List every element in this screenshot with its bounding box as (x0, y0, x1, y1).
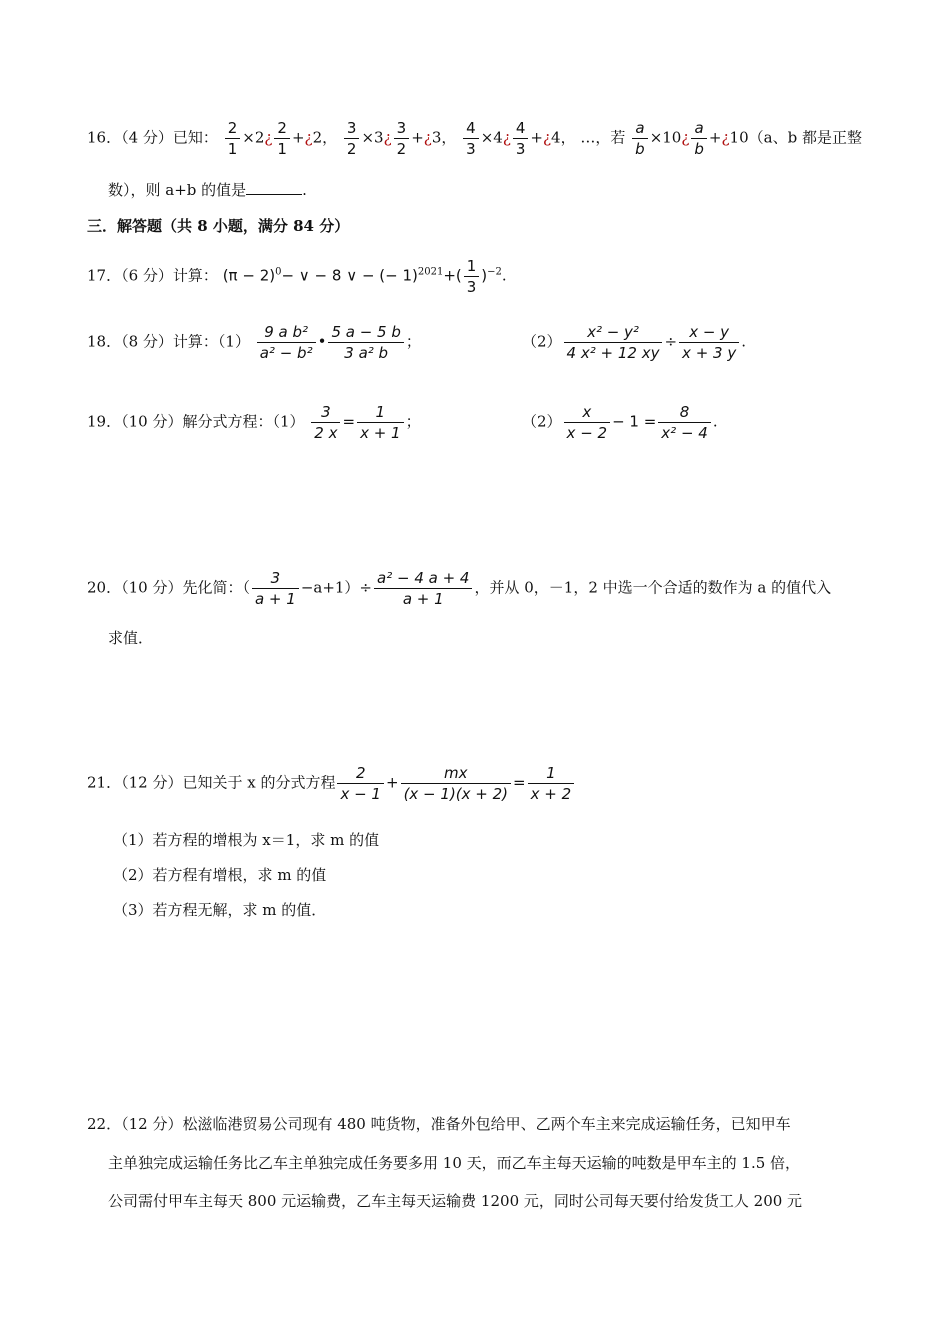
q20-line1 (87, 568, 831, 609)
q16-intro: 已知： (172, 128, 218, 147)
q16-mult: ×10 (649, 128, 682, 147)
q16-line2 (108, 180, 307, 200)
q17-expneg: −2 (487, 266, 502, 278)
q17-frac: $\frac{1}{3}$ (464, 256, 480, 297)
q18-label: 计算：（1） (172, 332, 250, 351)
q17-close: ) (481, 266, 488, 285)
q21-line1 (87, 763, 576, 804)
q19-score: （10 分） (121, 412, 183, 431)
q22-line1: 22．（12 分）松滋临港贸易公司现有 480 吨货物，准备外包给甲、乙两个车主来完成运输任务，已知甲车 (87, 1115, 791, 1133)
q18-frac3: $\frac{\text{x² − y²}}{\text{4 x² + 12 xy}}$ (564, 322, 663, 363)
q19-label: 解分式方程：（1） (182, 412, 305, 431)
q17-part1: (π − 2) (222, 266, 276, 285)
q20-label: 先化简：（ (182, 578, 250, 597)
q18-score: （8 分） (121, 332, 173, 351)
q16-mult: ×2 (242, 128, 265, 147)
q16-line2-end: . (302, 181, 307, 199)
q19-end: . (712, 412, 718, 431)
q21-frac1: $\frac{2}{x - 1}$ (337, 763, 384, 804)
q17-exp2021: 2021 (417, 266, 444, 278)
q19-minus: − 1 = (612, 412, 657, 431)
q19-part2 (522, 402, 718, 443)
q16-line2-text: 数），则 a+b 的值是 (108, 181, 247, 199)
q17-exp0: 0 (275, 266, 282, 278)
q19-frac3: $\frac{x}{x - 2}$ (564, 402, 611, 443)
q20-mid: −a+1）÷ (300, 578, 373, 597)
q21-sub1: （1）若方程的增根为 x＝1，求 m 的值 (113, 831, 380, 849)
q16-condition: （a、b 都是正整 (748, 128, 862, 147)
q17-plus: +( (443, 266, 462, 285)
q19-number: 19． (87, 412, 122, 431)
q16-frac-b1: $\frac{3}{2}$ (344, 118, 360, 159)
q16-plus: + (411, 128, 424, 147)
q16-end: 4， (551, 128, 576, 147)
q16-frac-ab1: $\frac{a}{b}$ (632, 118, 648, 159)
q16-inv-char: ¿ (304, 128, 313, 147)
q16-inv-char: ¿ (383, 128, 392, 147)
q18-frac4: $\frac{x - y}{x + 3 y}$ (679, 322, 739, 363)
q20-tail: ，并从 0，－1，2 中选一个合适的数作为 a 的值代入 (474, 578, 832, 597)
q17-number: 17． (87, 266, 122, 285)
q16-inv-char: ¿ (542, 128, 552, 147)
q19-frac2: $\frac{1}{x + 1}$ (357, 402, 404, 443)
q16-end: 2， (312, 128, 338, 147)
q18-frac2: $\frac{5 a - 5 b}{\text{3 a² b}}$ (328, 322, 403, 363)
q20-frac1: $\frac{3}{a + 1}$ (252, 568, 299, 609)
answer-blank (246, 180, 302, 195)
q21-frac3: $\frac{1}{x + 2}$ (528, 763, 575, 804)
section-3-heading: 三．解答题（共 8 小题，满分 84 分） (87, 217, 350, 235)
q19-frac1: $\frac{3}{2 x}$ (311, 402, 340, 443)
q18-number: 18． (87, 332, 122, 351)
q21-sub3: （3）若方程无解，求 m 的值． (113, 901, 327, 919)
q20-frac2: $\frac{\text{a² − 4 a + 4}}{a + 1}$ (374, 568, 472, 609)
q17 (87, 256, 507, 297)
q16-mult: ×3 (361, 128, 384, 147)
q16-inv-char: ¿ (721, 128, 730, 147)
q16-frac-a1: $\frac{2}{1}$ (225, 118, 241, 159)
q18-p2-label: （2） (522, 332, 562, 351)
q18-part2 (522, 322, 746, 363)
q18-part1 (87, 322, 421, 363)
q16-score: （4 分） (121, 128, 173, 147)
q19-p2-label: （2） (522, 412, 562, 431)
q16-frac-ab2: $\frac{a}{b}$ (691, 118, 707, 159)
q21-plus: + (385, 773, 399, 792)
q16-plus: + (530, 128, 543, 147)
q16-dots: …，若 (580, 128, 626, 147)
q19-frac4: $\frac{8}{\text{x² − 4}}$ (658, 402, 711, 443)
q21-label: 已知关于 x 的分式方程 (182, 773, 336, 792)
q20-line2: 求值． (108, 629, 154, 647)
q18-end: . (741, 332, 746, 351)
q20-number: 20． (87, 578, 122, 597)
q16-inv-char: ¿ (681, 128, 690, 147)
q19-semi: ； (405, 412, 421, 431)
q18-dot: • (317, 332, 327, 351)
q21-sub2: （2）若方程有增根，求 m 的值 (113, 866, 327, 884)
q16-frac-c2: $\frac{4}{3}$ (513, 118, 529, 159)
q16-inv-char: ¿ (502, 128, 511, 147)
q16-frac-b2: $\frac{3}{2}$ (394, 118, 410, 159)
q22-line3: 公司需付甲车主每天 800 元运输费，乙车主每天运输费 1200 元，同时公司每天要付给发货工人 200 元 (108, 1192, 803, 1210)
q16-frac-a2: $\frac{2}{1}$ (274, 118, 290, 159)
q21-eq: = (513, 773, 526, 792)
q17-label: 计算： (172, 266, 218, 285)
q17-end: . (501, 266, 507, 285)
q21-score: （12 分） (121, 773, 183, 792)
q16-mult: ×4 (480, 128, 503, 147)
q19-part1 (87, 402, 421, 443)
q20-score: （10 分） (121, 578, 183, 597)
q16-plus: + (708, 128, 722, 147)
q16-plus: + (291, 128, 305, 147)
q22-line2: 主单独完成运输任务比乙车主单独完成任务要多用 10 天，而乙车主每天运输的吨数是甲车主的 1.5 倍， (108, 1154, 801, 1172)
q17-score: （6 分） (121, 266, 173, 285)
q18-div: ÷ (664, 332, 678, 351)
q18-semi: ； (405, 332, 421, 351)
q21-frac2: $\frac{mx}{(x - 1)(x + 2)}$ (401, 763, 511, 804)
q19-eq: = (342, 412, 356, 431)
q18-frac1: $\frac{\text{9 a b²}}{\text{a² − b²}}$ (257, 322, 316, 363)
q16-inv-char: ¿ (423, 128, 432, 147)
q17-part2: − ∨ − 8 ∨ − (− 1) (281, 266, 418, 285)
q16-end: 10 (729, 128, 749, 147)
q16-end: 3， (431, 128, 457, 147)
q16-number: 16． (87, 128, 122, 147)
q16-line1 (87, 118, 862, 159)
q16-inv-char: ¿ (264, 128, 273, 147)
q21-number: 21． (87, 773, 122, 792)
q16-frac-c1: $\frac{4}{3}$ (463, 118, 479, 159)
